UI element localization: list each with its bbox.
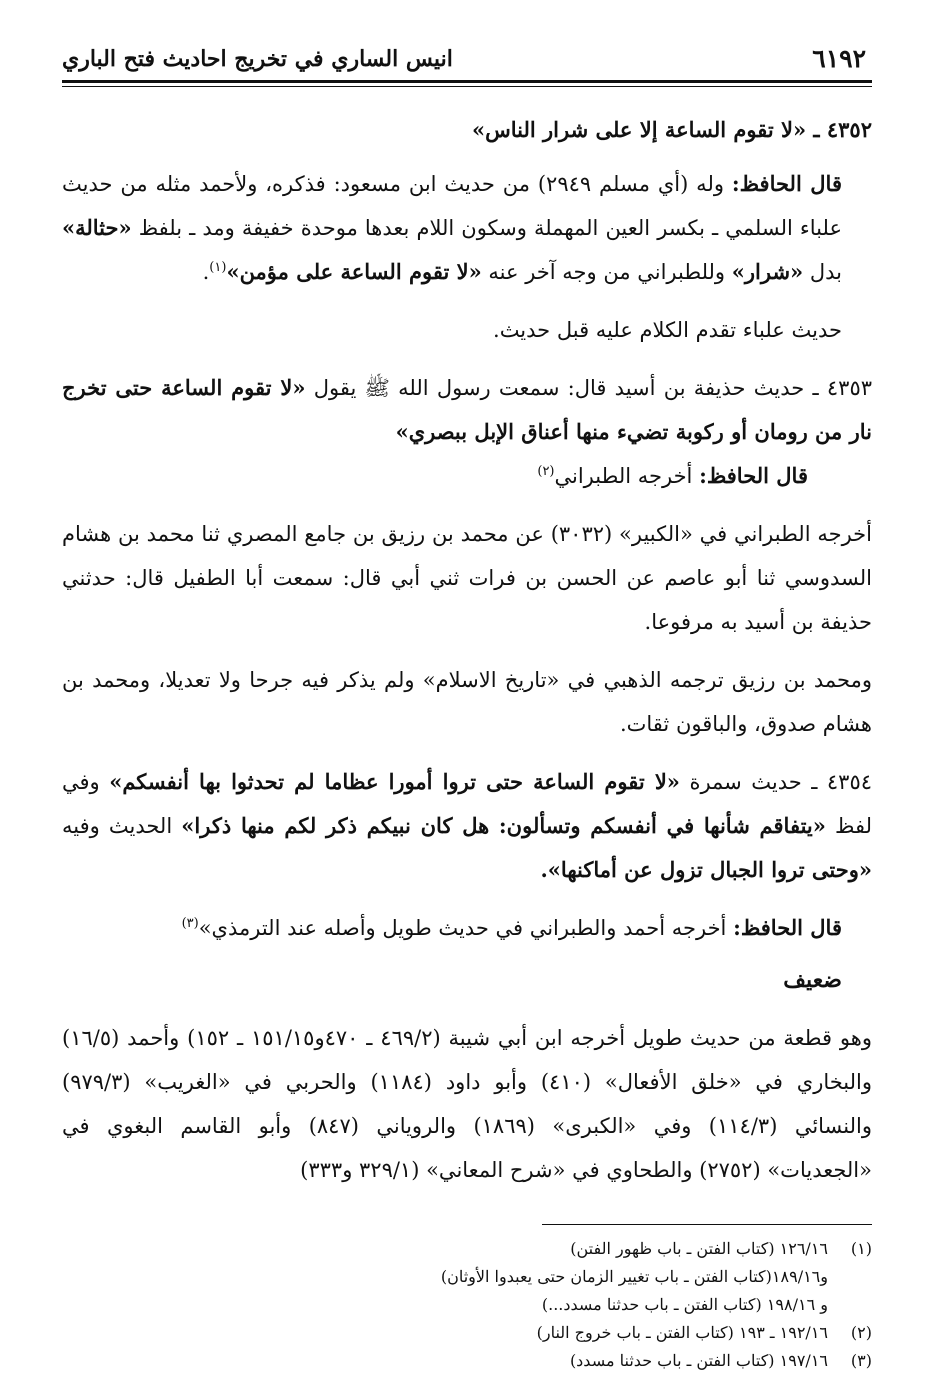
- footnote-2: [62, 1319, 872, 1347]
- footnote-1-cont-1: [62, 1263, 872, 1291]
- hadith-4353-intro: حديث حذيفة بن أسيد قال: سمعت رسول الله ﷺ يقول: [313, 376, 805, 400]
- hadith-4354-matn-3: «وحتى تروا الجبال تزول عن أماكنها»: [547, 857, 872, 882]
- footnote-text: ١٩٢/١٦ ـ ١٩٣ (كتاب الفتن ـ باب خروج النار): [536, 1323, 828, 1342]
- hafiz-word-1: «حثالة»: [62, 215, 132, 240]
- hafiz-end: .: [202, 260, 210, 284]
- hafiz-text-2: بدل: [809, 260, 842, 284]
- hafiz-text-3: وللطبراني من وجه آخر عنه: [488, 260, 726, 284]
- hadith-4354-grade: ضعيف: [783, 967, 842, 993]
- main-text: [62, 108, 872, 1375]
- hadith-4354-text-3: .: [540, 857, 548, 882]
- page-header: [62, 36, 872, 88]
- hafiz-text: أخرجه الطبراني: [554, 464, 693, 488]
- footnote-text: و١٨٩/١٦(كتاب الفتن ـ باب تغيير الزمان حتى يعبدوا الأوثان): [440, 1267, 828, 1286]
- hadith-4353-title: [62, 366, 872, 454]
- header-rule-thin: [62, 86, 872, 87]
- hadith-4354-number: ٤٣٥٤ ـ: [811, 770, 873, 794]
- footnote-ref-1: (١): [209, 260, 227, 275]
- footnote-text: ١٩٧/١٦ (كتاب الفتن ـ باب حدثنا مسدد): [569, 1351, 828, 1370]
- hadith-4354-intro: حديث سمرة: [689, 770, 802, 794]
- hadith-4354-takhrij: وهو قطعة من حديث طويل أخرجه ابن أبي شيبة (٤٦٩/٢ ـ ٤٧٠و١٥١/١٥ ـ ١٥٢) وأحمد (١٦/٥) والبخاري في «خلق الأفعال» (٤١٠) وأبو داود (١١٨٤) والحربي في «الغريب» (٩٧٩/٣) والنسائي (١١٤/٣) وفي «الكبرى» (١٨٦٩) والروياني (٨٤٧) وأبو القاسم البغوي في «الجعديات» (٢٧٥٢) والطحاوي في «شرح المعاني» (٣٢٩/١ و٣٣٣): [62, 1026, 873, 1182]
- hadith-4354-title: [62, 760, 872, 892]
- hafiz-label: قال الحافظ:: [731, 171, 842, 196]
- footnote-text: و ١٩٨/١٦ (كتاب الفتن ـ باب حدثنا مسدد...): [541, 1295, 828, 1314]
- hadith-4353-rijal: ومحمد بن رزيق ترجمه الذهبي في «تاريخ الاسلام» ولم يذكر فيه جرحا ولا تعديلا، ومحمد بن هشام صدوق، والباقون ثقات.: [62, 668, 872, 736]
- hadith-4352-title: ٤٣٥٢ ـ «لا تقوم الساعة إلا على شرار الناس»: [471, 117, 872, 142]
- footnote-3: [62, 1347, 872, 1375]
- footnote-label: (٢): [850, 1323, 872, 1342]
- footnote-label: (١): [850, 1239, 872, 1258]
- footnote-ref-2: (٢): [537, 464, 555, 479]
- hadith-4354-hafiz: [62, 906, 872, 950]
- hafiz-label: قال الحافظ:: [699, 463, 808, 488]
- hadith-4354-text-1: وفي لفظ: [62, 770, 872, 838]
- hadith-4354-matn-1: «لا تقوم الساعة حتى تروا أمورا عظاما لم تحدثوا بها أنفسكم»: [109, 769, 680, 794]
- footnote-1-cont-2: [62, 1291, 872, 1319]
- page-number: ٦١٩٢: [812, 44, 866, 73]
- header-rule-thick: [62, 80, 872, 83]
- footnote-1: [62, 1235, 872, 1263]
- hafiz-word-2: «شرار»: [731, 259, 804, 284]
- hadith-4353-takhrij: أخرجه الطبراني في «الكبير» (٣٠٣٢) عن محمد بن رزيق بن جامع المصري ثنا محمد بن هشام السدوسي ثنا أبو عاصم عن الحسن بن فرات ثني أبي قال: سمعت أبا الطفيل قال: حدثني حذيفة بن أسيد به مرفوعا.: [62, 522, 872, 634]
- footnotes: [62, 1235, 872, 1375]
- running-title: انيس الساري في تخريج احاديث فتح الباري: [62, 46, 453, 72]
- footnote-text: ١٢٦/١٦ (كتاب الفتن ـ باب ظهور الفتن): [570, 1239, 828, 1258]
- footnote-label: (٣): [850, 1351, 872, 1370]
- footnote-ref-3: (٣): [181, 916, 199, 931]
- hadith-4353-number: ٤٣٥٣ ـ: [812, 376, 873, 400]
- hafiz-label: قال الحافظ:: [733, 915, 842, 940]
- hafiz-word-3: «لا تقوم الساعة على مؤمن»: [226, 259, 482, 284]
- hadith-4353-matn: «لا تقوم الساعة حتى تخرج نار من رومان أو ركوبة تضيء منها أعناق الإبل ببصري»: [62, 375, 872, 444]
- book-page: [62, 36, 873, 1370]
- hadith-4354-matn-2: «يتفاقم شأنها في أنفسكم وتسألون: هل كان نبيكم ذكر لكم منها ذكرا»: [181, 813, 826, 838]
- hafiz-text: أخرجه أحمد والطبراني في حديث طويل وأصله عند الترمذي»: [198, 916, 727, 940]
- hadith-4353-hafiz: [62, 454, 872, 498]
- hadith-4352-comment: حديث علباء تقدم الكلام عليه قبل حديث.: [493, 318, 842, 342]
- hafiz-text: وله (أي مسلم ٢٩٤٩) من حديث ابن مسعود: فذكره، ولأحمد مثله من حديث علباء السلمي ـ بكسر العين المهملة وسكون اللام بعدها موحدة خفيفة ومد ـ بلفظ: [62, 172, 842, 240]
- hadith-4352-hafiz: [62, 162, 872, 294]
- footnote-rule: [542, 1224, 872, 1225]
- hadith-4354-text-2: الحديث وفيه: [62, 814, 173, 838]
